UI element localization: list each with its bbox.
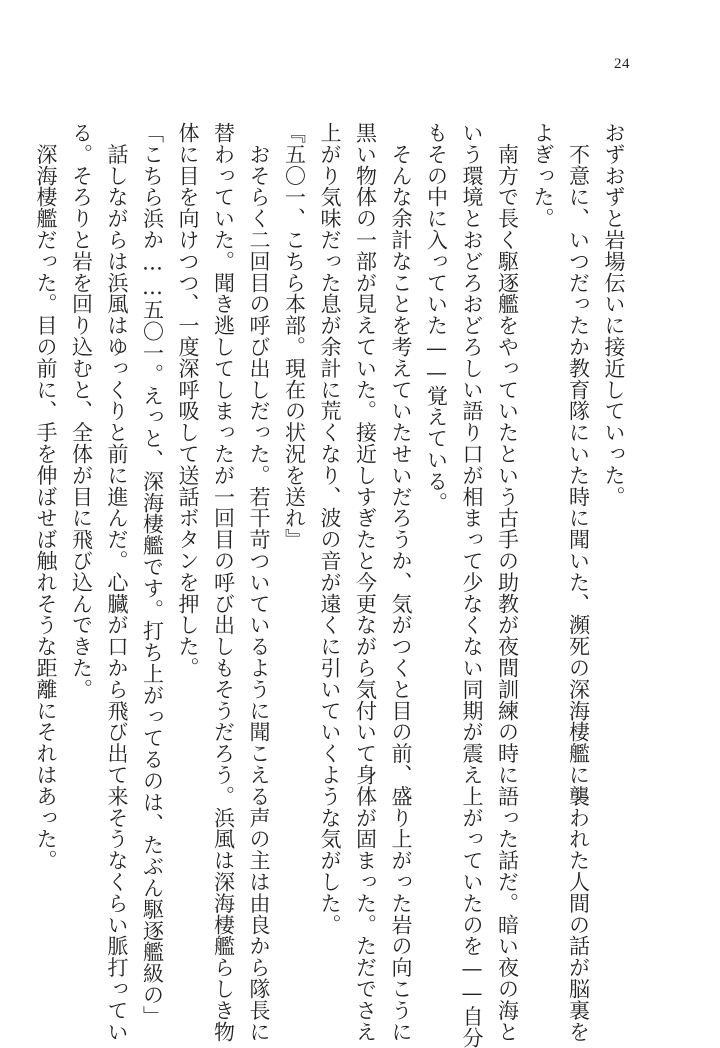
text-line: 黒い物体の一部が見えていた。接近しすぎたと今更ながら気付いて身体が固まった。ただでさえ [353, 122, 378, 1043]
text-line: もその中に入っていた——覚えている。 [424, 122, 449, 514]
text-line: 上がり気味だった息が余計に荒くなり、波の音が遠くに引いていくような気がした。 [318, 122, 342, 936]
text-line: る。そろりと岩を回り込むと、全体が目に飛び込んできた。 [69, 122, 94, 700]
text-line: 南方で長く駆逐艦をやっていたという古手の助教が夜間訓練の時に語った話だ。暗い夜の海と [495, 122, 520, 1043]
text-line: 話しながらは浜風はゆっくりと前に進んだ。心臓が口から飛び出て来そうなくらい脈打ってい [105, 122, 129, 1043]
text-line: そんな余計なことを考えていたせいだろうか、気がつくと目の前、盛り上がった岩の向こうに [389, 122, 413, 1043]
text-line: おそらく二回目の呼び出しだった。若干苛ついているように聞こえる声の主は由良から隊長に [247, 122, 271, 1043]
text-line: 体に目を向けつつ、一度深呼吸して送話ボタンを押した。 [176, 122, 200, 679]
vertical-text-body [34, 122, 626, 1048]
text-line: 不意に、いつだったか教育隊にいた時に聞いた、瀕死の深海棲艦に襲われた人間の話が脳裏を [566, 122, 591, 1043]
text-line: 『五〇一、こちら本部。現在の状況を送れ』 [282, 122, 307, 550]
text-line: 替わっていた。聞き逃してしまったが一回目の呼び出しもそうだろう。浜風は深海棲艦らしき物 [211, 122, 236, 1043]
page-number: 24 [614, 56, 630, 72]
text-line: 「こちら浜か……五〇一。えっと、深海棲艦です。打ち上がってるのは、たぶん駆逐艦級の」 [140, 122, 165, 1027]
text-line: よぎった。 [531, 122, 555, 229]
text-line: おずおずと岩場伝いに接近していった。 [602, 122, 626, 508]
text-line: 深海棲艦だった。目の前に、手を伸ばせば触れそうな距離にそれはあった。 [34, 122, 58, 871]
text-line: いう環境とおどろおどろしい語り口が相まって少なくない同期が震え上がっていたのを——自分 [460, 122, 484, 1048]
